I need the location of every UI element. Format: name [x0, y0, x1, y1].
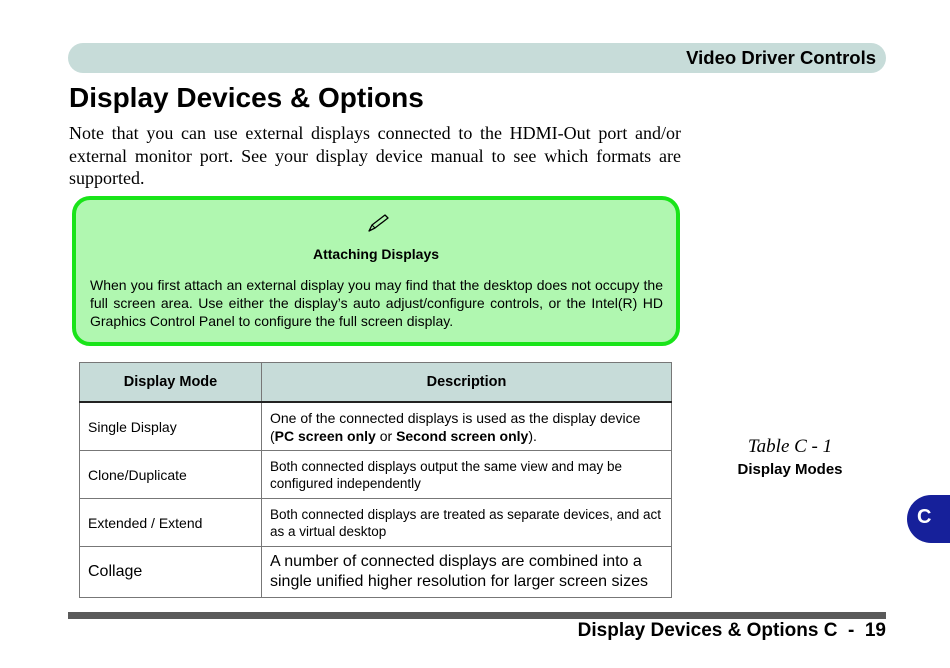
page-number: C - 19 — [823, 620, 886, 641]
table-caption-label: Table C - 1 — [747, 436, 833, 457]
table-row — [80, 402, 672, 451]
table-header-row — [80, 363, 672, 403]
footer-section-title: Display Devices & Options — [577, 620, 819, 641]
description-cell — [262, 402, 672, 451]
second-screen-only-label: Second screen only — [396, 427, 529, 444]
page-title: Display Devices & Options — [69, 82, 424, 113]
intro-paragraph: Note that you can use external displays connected to the HDMI-Out port and/or external monitor port. See your display device manual to see which formats are supported. — [69, 123, 681, 188]
chapter-tab — [907, 495, 950, 543]
table-row — [80, 451, 672, 499]
description-cell: Both connected displays are treated as separate devices, and act as a virtual desktop — [262, 499, 672, 547]
note-body: When you first attach an external display you may find that the desktop does not occupy the full screen area. Use either the display’s auto adjust/configure controls, or the Intel(R) HD Graphics Control Panel to configure the full screen display. — [90, 277, 663, 329]
header-title: Video Driver Controls — [686, 47, 876, 68]
mode-cell: Clone/Duplicate — [80, 451, 262, 499]
mode-cell: Collage — [80, 547, 262, 598]
note-box — [72, 196, 680, 346]
pc-screen-only-label: PC screen only — [274, 427, 376, 444]
footer — [578, 620, 886, 642]
table-caption-title: Display Modes — [737, 461, 843, 478]
mode-cell: Single Display — [80, 402, 262, 451]
table-row — [80, 499, 672, 547]
note-title: Attaching Displays — [312, 246, 440, 262]
header-bar — [68, 43, 886, 73]
table-row — [80, 547, 672, 598]
footer-rule — [68, 612, 886, 619]
description-text: ). — [528, 427, 537, 444]
description-cell: Both connected displays output the same view and may be configured independently — [262, 451, 672, 499]
display-modes-table — [79, 362, 672, 598]
mode-cell: Extended / Extend — [80, 499, 262, 547]
column-header-display-mode: Display Mode — [80, 363, 262, 403]
description-text: or — [375, 427, 397, 444]
description-cell: A number of connected displays are combined into a single unified higher resolution for larger screen sizes — [262, 547, 672, 598]
description-text: One of the connected displays is used as the display device ( — [270, 409, 641, 444]
chapter-letter: C — [917, 506, 932, 528]
pencil-icon — [366, 213, 390, 233]
column-header-description: Description — [262, 363, 672, 403]
